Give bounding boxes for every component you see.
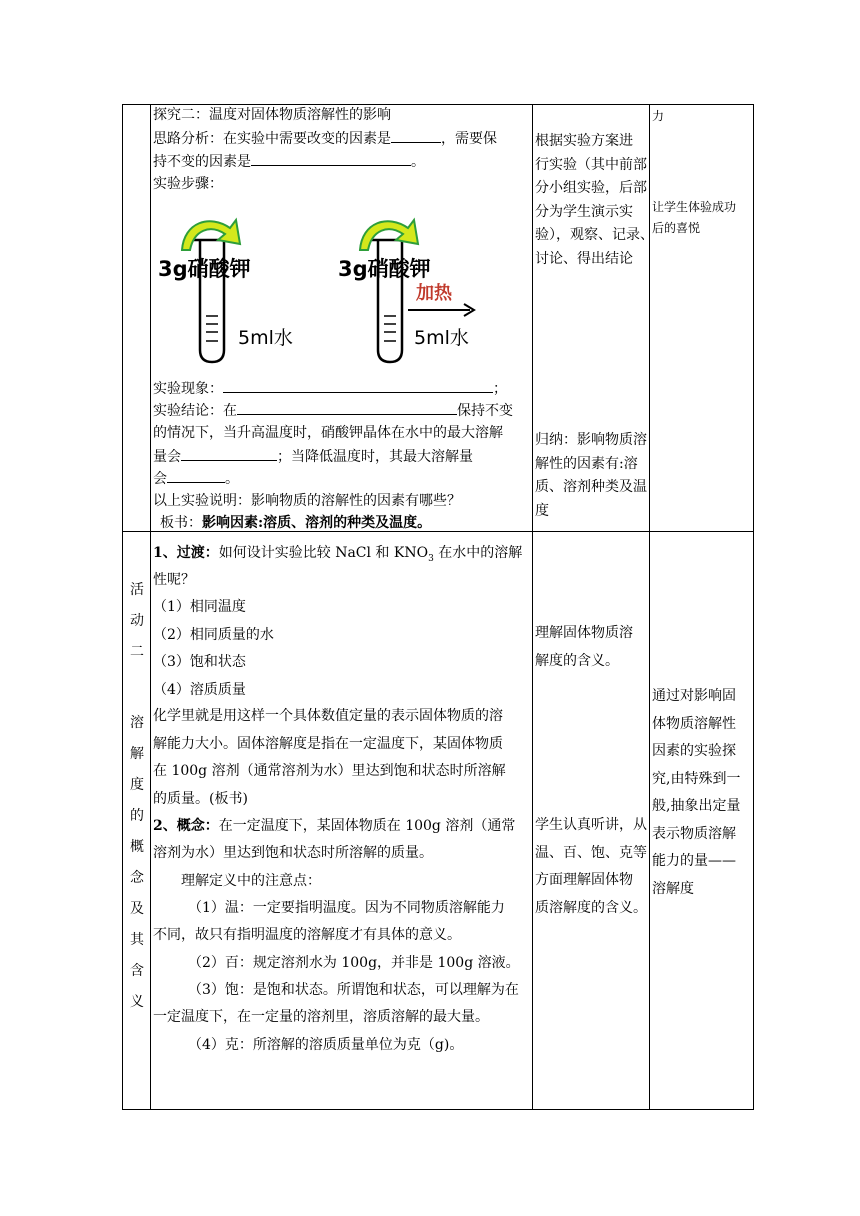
transition-label: 1、过渡： <box>153 545 219 561</box>
condition-list <box>153 594 274 704</box>
text-line: 分为学生演示实 <box>535 203 633 220</box>
analysis-text: 思路分析：在实验中需要改变的因素是 <box>153 131 391 147</box>
text-line: 质溶解度的含义。 <box>535 899 647 916</box>
subtitle-char: 含 <box>130 963 144 979</box>
title-char: 二 <box>130 644 144 660</box>
conclusion-text: 实验结论：在 <box>153 403 237 419</box>
text-line: 解能力大小。固体溶解度是指在一定温度下，某固体物质 <box>153 735 503 752</box>
note-1: （1）温：一定要指明温度。因为不同物质溶解能力 <box>188 900 505 916</box>
text-line: 理解固体物质溶 <box>535 625 633 641</box>
intent-text: 让学生体验成功 <box>652 200 737 214</box>
board-label: 板书： <box>160 515 202 531</box>
table-border-bottom <box>122 1109 754 1110</box>
text-line: 分小组实验，后部 <box>535 180 647 196</box>
title-char: 活 <box>130 582 144 598</box>
note-3-cont: 一定温度下，在一定量的溶剂里，溶质溶解的最大量。 <box>153 1009 489 1025</box>
analysis-text: ，需要保 <box>441 131 497 147</box>
student-activity-1 <box>535 130 654 271</box>
text-line: 溶解度 <box>652 880 694 897</box>
phenomenon-line <box>153 377 507 401</box>
table-divider <box>532 104 533 1110</box>
text-line: 般,抽象出定量 <box>652 798 741 814</box>
blank-field <box>391 127 441 143</box>
text-line: 归纳：影响物质溶 <box>535 432 647 448</box>
note-4: （4）克：所溶解的溶质质量单位为克（g)。 <box>188 1037 464 1053</box>
subtitle-char: 及 <box>130 901 144 917</box>
reagent-label-left: 3g硝酸钾 <box>158 257 251 281</box>
subtitle-char: 的 <box>130 808 144 824</box>
water-label-right: 5ml水 <box>414 327 469 349</box>
conclusion-text: 量会 <box>153 449 181 465</box>
phenomenon-end: ； <box>493 381 507 397</box>
text-line: 化学里就是用这样一个具体数值定量的表示固体物质的溶 <box>153 708 503 724</box>
subtitle-char: 其 <box>130 932 144 948</box>
text-line: 究,由特殊到一 <box>652 770 741 787</box>
list-item: （2）相同质量的水 <box>153 626 274 643</box>
text-line: 通过对影响固 <box>652 688 736 704</box>
table-border-right <box>753 104 754 1110</box>
conclusion-line-3 <box>153 445 473 469</box>
title-char: 动 <box>130 613 144 629</box>
concept-label: 2、概念： <box>153 818 219 834</box>
concept-line-2: 溶剂为水）里达到饱和状态时所溶解的质量。 <box>153 845 433 861</box>
subtitle-char: 度 <box>130 777 144 793</box>
arrow-icon <box>360 220 418 250</box>
table-border-left <box>122 104 123 1110</box>
activity-subtitle <box>127 708 147 1018</box>
text-line: 方面理解固体物 <box>535 872 633 888</box>
subtitle-char: 解 <box>130 746 144 762</box>
text-line: 温、百、饱、克等 <box>535 844 647 861</box>
conclusion-line-1 <box>153 399 513 423</box>
conclusion-line-4 <box>153 467 239 491</box>
text-line: 验），观察、记录、 <box>535 227 654 243</box>
note-3: （3）饱：是饱和状态。所谓饱和状态，可以理解为在 <box>188 982 519 998</box>
note-2: （2）百：规定溶剂水为 100g，并非是 100g 溶液。 <box>188 955 520 971</box>
text-line: 讨论、得出结论 <box>535 250 633 267</box>
subtitle-char: 溶 <box>130 715 144 731</box>
text-line: 在 100g 溶剂（通常溶剂为水）里达到饱和状态时所溶解 <box>153 763 506 779</box>
phenomenon-label: 实验现象： <box>153 381 223 397</box>
conclusion-text: 会 <box>153 471 167 487</box>
subtitle-char: 念 <box>130 870 144 886</box>
subtitle-char: 义 <box>130 994 144 1010</box>
student-activity-3 <box>535 812 647 922</box>
transition-line-2: 性呢？ <box>153 572 195 588</box>
conclusion-text: 保持不变 <box>457 403 513 419</box>
blank-field <box>181 445 277 461</box>
text-line: 能力的量—— <box>652 853 736 869</box>
transition-text: 在水中的溶解 <box>433 545 523 561</box>
text-line: 学生认真听讲，从 <box>535 817 647 833</box>
heat-label: 加热 <box>416 283 452 304</box>
note-1-cont: 不同，故只有指明温度的溶解度才有具体的意义。 <box>153 927 461 943</box>
water-label-left: 5ml水 <box>238 327 293 349</box>
steps-label: 实验步骤： <box>153 176 223 192</box>
student-activity-2 <box>535 620 633 675</box>
subtitle-char: 概 <box>130 839 144 855</box>
concept-text: 在一定温度下，某固体物质在 100g 溶剂（通常 <box>218 818 516 834</box>
list-item: （4）溶质质量 <box>153 681 246 698</box>
student-summary-1 <box>535 429 647 523</box>
conclusion-line-2: 的情况下，当升高温度时，硝酸钾晶体在水中的最大溶解 <box>153 425 503 441</box>
list-item: （1）相同温度 <box>153 599 246 615</box>
transition-line-1 <box>153 540 522 573</box>
text-line: 的质量。(板书) <box>153 790 248 807</box>
subscript: 3 <box>428 553 434 564</box>
transition-text: 如何设计实验比较 NaCl 和 KNO <box>218 545 429 561</box>
analysis-line-1 <box>153 127 497 151</box>
text-line: 体物质溶解性 <box>652 715 736 732</box>
conclusion-text: 。 <box>225 471 239 487</box>
blank-field <box>223 377 493 393</box>
summary-question: 以上实验说明：影响物质的溶解性的因素有哪些？ <box>153 493 461 509</box>
analysis-text: 。 <box>411 154 425 170</box>
text-line: 解度的含义。 <box>535 652 619 669</box>
list-item: （3）饱和状态 <box>153 654 246 670</box>
blank-field <box>167 467 225 483</box>
reagent-label-right: 3g硝酸钾 <box>338 257 431 281</box>
definition-paragraph <box>153 703 506 813</box>
intent-text: 后的喜悦 <box>652 221 701 235</box>
text-line: 行实验（其中前部 <box>535 156 647 173</box>
concept-line-1 <box>153 813 515 841</box>
analysis-text: 持不变的因素是 <box>153 154 251 170</box>
text-line: 因素的实验探 <box>652 743 736 759</box>
analysis-line-2 <box>153 150 425 174</box>
blank-field <box>237 399 457 415</box>
activity-title <box>126 575 148 668</box>
design-intent <box>652 683 740 903</box>
blank-field <box>251 150 411 166</box>
arrow-icon <box>182 220 240 250</box>
text-line: 表示物质溶解 <box>652 825 736 842</box>
board-line <box>160 512 431 535</box>
board-text: 影响因素:溶质、溶剂的种类及温度。 <box>202 515 432 531</box>
notes-title: 理解定义中的注意点： <box>181 873 321 889</box>
conclusion-text: ；当降低温度时，其最大溶解量 <box>277 449 473 465</box>
part2-title: 探究二：温度对固体物质溶解性的影响 <box>153 107 391 123</box>
text-line: 根据实验方案进 <box>535 133 633 149</box>
text-line: 度 <box>535 502 549 519</box>
intent-text: 力 <box>652 109 665 123</box>
text-line: 解性的因素有:溶 <box>535 455 638 472</box>
text-line: 质、溶剂种类及温 <box>535 479 647 495</box>
